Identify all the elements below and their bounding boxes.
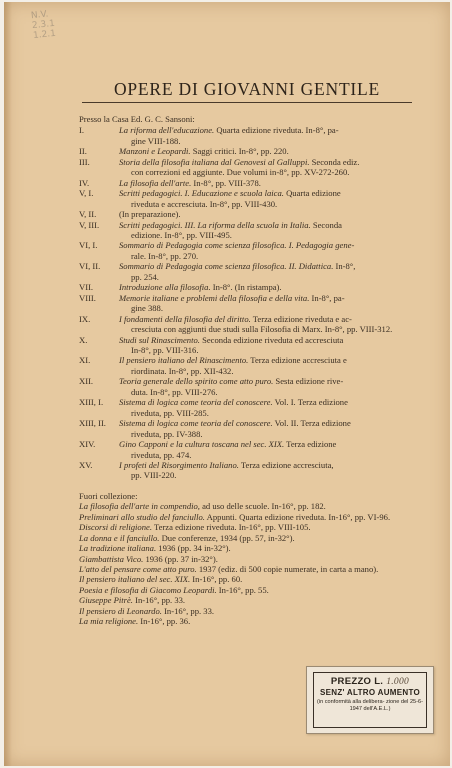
catalog-entry (79, 178, 429, 188)
entry-number: XIV. (79, 439, 96, 450)
entry-title: Manzoni e Leopardi. (119, 146, 191, 157)
catalog-entry (79, 125, 429, 146)
catalog-entry (79, 282, 429, 292)
fuori-collezione-item (79, 616, 429, 626)
entry-text (119, 293, 429, 314)
item-title: Il pensiero di Leonardo. (79, 605, 162, 616)
entry-number: XI. (79, 355, 91, 366)
entry-title: Memorie italiane e problemi della filosofia e della vita. (119, 292, 310, 303)
entry-number: IX. (79, 313, 91, 324)
fuori-collezione-item (79, 522, 429, 532)
entry-details: Vol. II. Terza edizione (272, 418, 351, 429)
entry-text (119, 397, 429, 418)
entry-text (119, 209, 429, 219)
price-regulation-note: (in conformità alla delibera- zione del 25-6-1947 dell'A.E.L.) (316, 699, 424, 712)
entry-details: In-8°, pp. VIII-378. (191, 177, 261, 188)
catalog-entry (79, 355, 429, 376)
entry-title: I fondamenti della filosofia del diritto. (119, 313, 251, 324)
item-title: Giambattista Vico. (79, 553, 144, 564)
fuori-collezione-item (79, 501, 429, 511)
entry-number: VI, I. (79, 240, 98, 251)
fuori-collezione-heading: Fuori collezione: (79, 490, 138, 501)
entry-number: XV. (79, 459, 93, 470)
item-details: 1936 (pp. 37 in-32°). (143, 553, 218, 564)
page-title: OPERE DI GIOVANNI GENTILE (82, 79, 412, 103)
entry-continuation: duta. In-8°, pp. VIII-276. (131, 386, 218, 397)
entry-number: V, II. (79, 209, 97, 220)
entry-title: La filosofia dell'arte. (119, 177, 192, 188)
entry-details: In-8°, (333, 261, 356, 272)
item-details: In-16°, pp. 60. (190, 574, 243, 585)
entry-title: Gino Capponi e la cultura toscana nel sec. XIX. (119, 439, 285, 450)
entry-continuation: riveduta e accresciuta. In-8°, pp. VIII-430. (131, 198, 278, 209)
entry-details: Terza edizione (284, 439, 337, 450)
entry-details: Quarta edizione riveduta. In-8°, pa- (214, 125, 339, 136)
entry-number: VI, II. (79, 261, 101, 272)
entry-title: Storia della filosofia italiana dal Genovesi al Galluppi. (119, 156, 310, 167)
catalog-entry (79, 314, 429, 335)
entry-details: In-8°. (In ristampa). (210, 282, 282, 293)
entry-text (119, 335, 429, 356)
entry-text (119, 460, 429, 481)
entry-continuation: gine VIII-188. (131, 135, 181, 146)
price-stamp-frame (313, 672, 427, 728)
entry-title: I profeti del Risorgimento Italiano. (119, 459, 239, 470)
catalog-entry (79, 209, 429, 219)
entry-text (119, 261, 429, 282)
publisher-intro: Presso la Casa Ed. G. C. Sansoni: (79, 114, 195, 124)
entry-number: VIII. (79, 292, 96, 303)
entry-text (119, 240, 429, 261)
entry-number: III. (79, 156, 90, 167)
catalog-entry (79, 261, 429, 282)
fuori-collezione-item (79, 564, 429, 574)
entry-continuation: cresciuta con aggiunti due studi sulla Filosofia di Marx. In-8°, pp. VIII-312. (131, 324, 393, 335)
catalog-entry (79, 439, 429, 460)
entry-continuation: edizione. In-8°, pp. VIII-495. (131, 229, 232, 240)
entry-details: Sesta edizione rive- (273, 376, 344, 387)
entry-continuation: gine 388. (131, 303, 163, 314)
entry-details: Seconda (310, 219, 342, 230)
fuori-collezione-item (79, 585, 429, 595)
item-details: 1936 (pp. 34 in-32°). (156, 543, 231, 554)
entry-number: XIII, II. (79, 418, 106, 429)
price-prefix: PREZZO L. (330, 676, 384, 687)
entry-title: Studi sul Rinascimento. (119, 334, 200, 345)
fuori-collezione-item (79, 595, 429, 605)
entry-text (119, 157, 429, 178)
entry-continuation: riveduta, pp. IV-388. (131, 428, 203, 439)
item-title: Il pensiero italiano del sec. XIX. (79, 574, 191, 585)
item-title: Poesia e filosofia di Giacomo Leopardi. (79, 584, 217, 595)
entry-details: Quarta edizione (283, 188, 341, 199)
entry-title: Teoria generale dello spirito come atto puro. (119, 376, 274, 387)
catalog-entry (79, 335, 429, 356)
no-increase-label: SENZ' ALTRO AUMENTO (319, 688, 421, 697)
entry-continuation: con correzioni ed aggiunte. Due volumi in-8°, pp. XV-272-260. (131, 167, 350, 178)
fuori-collezione-item (79, 606, 429, 616)
catalog-entry (79, 460, 429, 481)
entry-text (119, 355, 429, 376)
entry-text (119, 418, 429, 439)
catalog-entry (79, 188, 429, 209)
entry-text (119, 439, 429, 460)
entry-number: VII. (79, 282, 94, 293)
entry-continuation: riordinata. In-8°, pp. XII-432. (131, 365, 234, 376)
entry-title: Sistema di logica come teoria del conoscere. (119, 397, 273, 408)
catalog-entry (79, 293, 429, 314)
entry-number: XIII, I. (79, 397, 104, 408)
fuori-collezione-item (79, 554, 429, 564)
entry-continuation: pp. VIII-220. (131, 470, 177, 481)
entry-text (119, 146, 429, 156)
fuori-collezione-item (79, 543, 429, 553)
entry-number: X. (79, 334, 88, 345)
book-back-cover (4, 2, 450, 766)
fuori-collezione-list (79, 501, 429, 626)
entry-continuation: In-8°, pp. VIII-316. (131, 344, 199, 355)
catalog-entry (79, 220, 429, 241)
item-details: Appunti. Quarta edizione riveduta. In-16°, pp. VI-96. (204, 511, 391, 522)
fuori-collezione-item (79, 574, 429, 584)
collection-entries (79, 125, 429, 480)
catalog-entry (79, 376, 429, 397)
item-details: In-16°, pp. 33. (161, 605, 215, 616)
entry-number: IV. (79, 177, 90, 188)
item-title: L'atto del pensare come atto puro. (79, 564, 197, 575)
entry-continuation: rale. In-8°, pp. 270. (131, 250, 199, 261)
entry-title: Sommario di Pedagogia come scienza filosofica. I. Pedagogia gene- (119, 240, 355, 251)
entry-details: Vol. I. Terza edizione (272, 397, 348, 408)
item-details: Terza edizione riveduta. In-16°, pp. VIII-105. (151, 522, 311, 533)
entry-text (119, 178, 429, 188)
item-title: Giuseppe Pitrè. (79, 595, 133, 606)
entry-continuation: riveduta, pp. 474. (131, 449, 192, 460)
entry-continuation: riveduta, pp. VIII-285. (131, 407, 209, 418)
entry-details: Terza edizione accresciuta e (248, 355, 347, 366)
entry-title: La riforma dell'educazione. (119, 125, 215, 136)
fuori-collezione-item (79, 512, 429, 522)
entry-number: II. (79, 146, 87, 157)
entry-text (119, 220, 429, 241)
item-details: 1937 (ediz. di 500 copie numerate, in carta a mano). (196, 564, 379, 575)
price-stamp (306, 666, 434, 734)
entry-text (119, 314, 429, 335)
item-title: La filosofia dell'arte in compendio, (79, 501, 200, 512)
item-details: In-16°, pp. 33. (132, 595, 186, 606)
entry-details: Terza edizione accresciuta, (238, 459, 334, 470)
entry-text (119, 188, 429, 209)
item-details: ad uso delle scuole. In-16°, pp. 182. (199, 501, 326, 512)
entry-title: Scritti pedagogici. I. Educazione e scuola laica. (119, 188, 284, 199)
entry-details: Terza edizione riveduta e ac- (250, 313, 352, 324)
entry-text (119, 125, 429, 146)
catalog-entry (79, 240, 429, 261)
entry-title: Scritti pedagogici. III. La riforma della scuola in Italia. (119, 219, 311, 230)
item-details: In-16°, pp. 36. (138, 616, 191, 627)
entry-details: (In preparazione). (119, 209, 181, 220)
entry-text (119, 282, 429, 292)
entry-text (119, 376, 429, 397)
item-title: Preliminari allo studio del fanciullo. (79, 511, 205, 522)
entry-number: XII. (79, 376, 94, 387)
pencil-annotation: N.V. 2.3.1 1.2.1 (30, 9, 57, 42)
entry-title: Il pensiero italiano del Rinascimento. (119, 355, 249, 366)
catalog-entry (79, 157, 429, 178)
catalog-entry (79, 418, 429, 439)
entry-number: V, III. (79, 219, 100, 230)
entry-number: I. (79, 125, 85, 136)
item-details: Due conferenze, 1934 (pp. 57, in-32°). (159, 532, 295, 543)
item-title: La mia religione. (79, 616, 139, 627)
bibliography-list (79, 114, 429, 627)
entry-continuation: pp. 254. (131, 271, 159, 282)
item-title: La donna e il fanciullo. (79, 532, 160, 543)
entry-details: Saggi critici. In-8°, pp. 220. (190, 146, 289, 157)
price-handwritten: 1.000 (386, 677, 410, 687)
fuori-collezione-item (79, 533, 429, 543)
price-label (314, 676, 426, 687)
item-title: La tradizione italiana. (79, 543, 157, 554)
item-title: Discorsi di religione. (79, 522, 152, 533)
entry-title: Sistema di logica come teoria del conoscere. (119, 418, 273, 429)
entry-number: V, I. (79, 188, 94, 199)
entry-title: Introduzione alla filosofia. (119, 282, 211, 293)
catalog-entry (79, 146, 429, 156)
entry-details: Seconda edizione riveduta ed accresciuta (199, 334, 344, 345)
entry-title: Sommario di Pedagogia come scienza filosofica. II. Didattica. (119, 261, 334, 272)
entry-details: Seconda ediz. (309, 156, 360, 167)
entry-details: In-8°, pa- (309, 292, 345, 303)
catalog-entry (79, 397, 429, 418)
item-details: In-16°, pp. 55. (216, 584, 269, 595)
